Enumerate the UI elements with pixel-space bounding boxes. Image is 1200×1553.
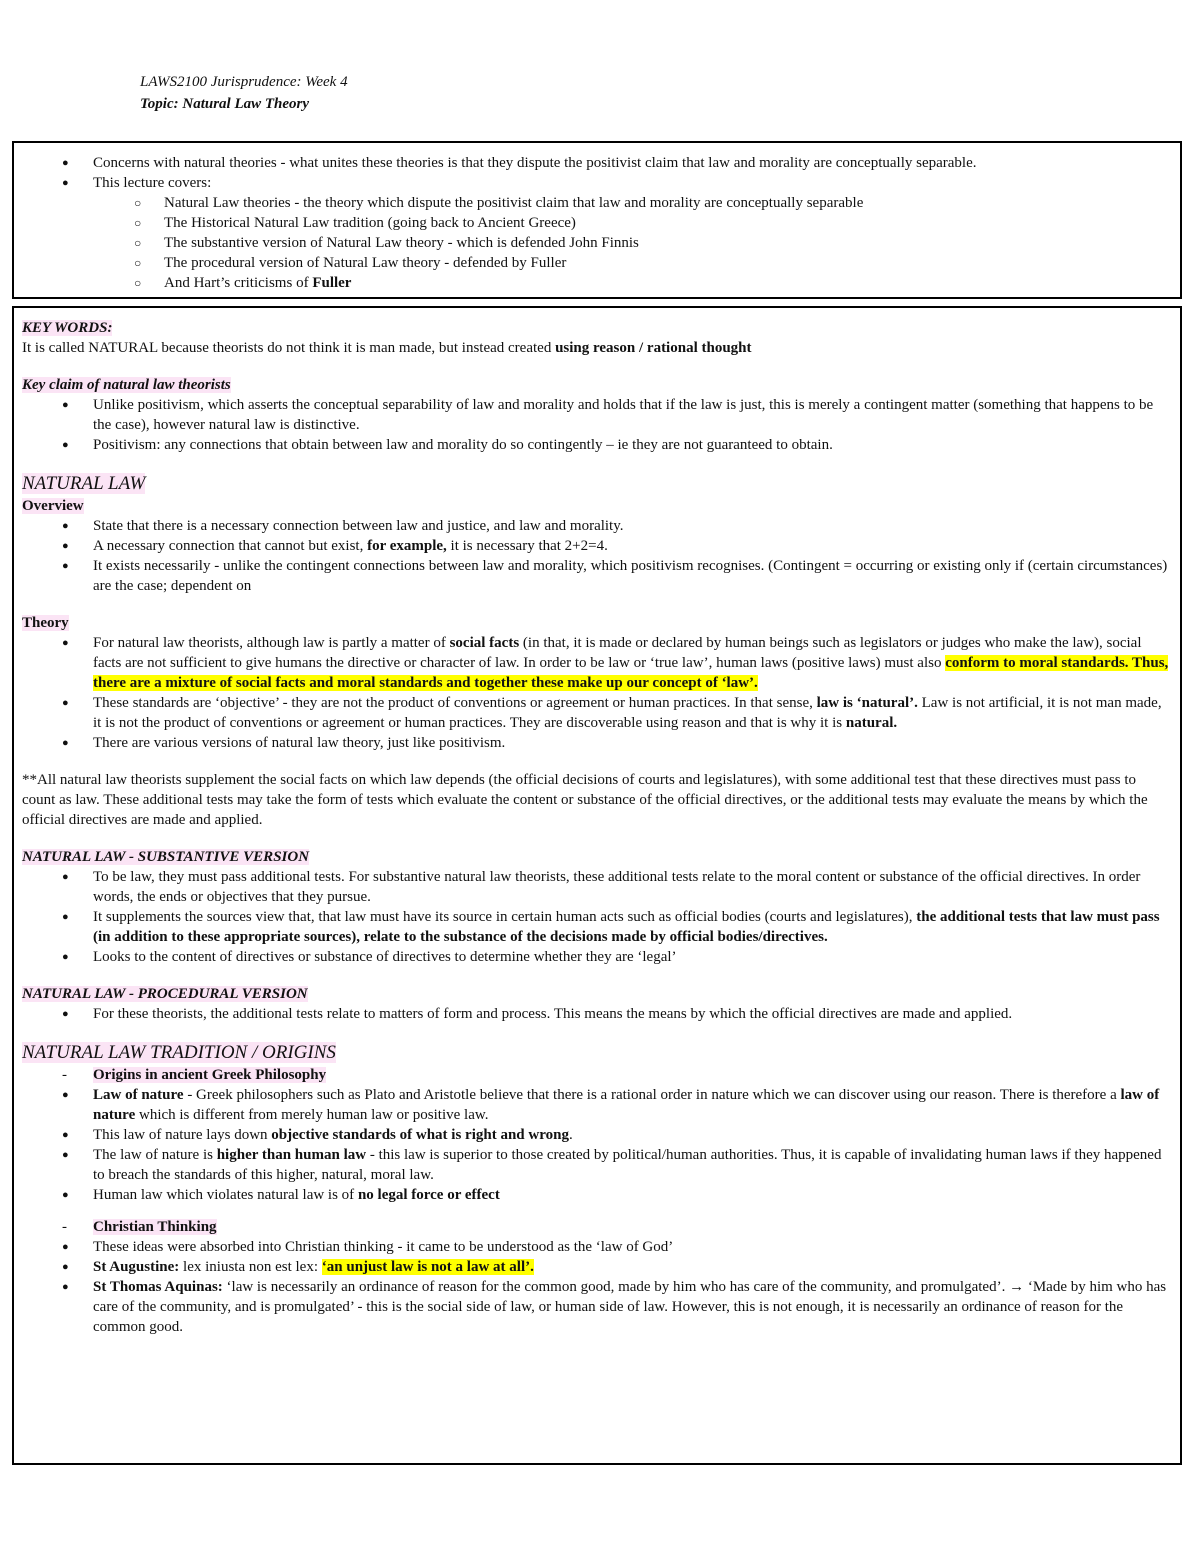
- keywords-text: It is called NATURAL because theorists do not think it is man made, but instead created using reason / rational thought: [22, 340, 752, 356]
- theory-heading: Theory: [22, 615, 69, 631]
- overview-heading: Overview: [22, 498, 84, 514]
- list-item: ● It supplements the sources view that, that law must have its source in certain human acts such as official bodies (courts and legislatures), the additional tests that law must pass (in addition to these appropriate sources), relate to the substance of the decisions made by official bodies/directives.: [22, 907, 1172, 947]
- topic-title: Topic: Natural Law Theory: [140, 96, 310, 112]
- list-item: ● To be law, they must pass additional tests. For substantive natural law theorists, these additional tests relate to the moral content or substance of the official directives. In order words, the ends or objectives that they pursue.: [22, 867, 1172, 907]
- note-paragraph: **All natural law theorists supplement the social facts on which law depends (the official decisions of courts and legislatures), with some additional test that these directives must pass to count as law. These additional tests may take the form of tests which evaluate the content or substance of the official directives, or the additional tests may evaluate the means by which the official directives are made and applied.: [22, 772, 1148, 828]
- list-item: ● St Augustine: lex iniusta non est lex: ‘an unjust law is not a law at all’.: [22, 1257, 1172, 1277]
- text: And Hart’s criticisms of: [164, 275, 313, 291]
- highlighted-text: ‘an unjust law is not a law at all’.: [321, 1259, 534, 1275]
- list-item: ● These ideas were absorbed into Christian thinking - it came to be understood as the ‘law of God’: [22, 1237, 1172, 1257]
- overview-list: [22, 516, 1172, 596]
- christian-list: [22, 1217, 1172, 1337]
- section-heading-tradition: NATURAL LAW TRADITION / ORIGINS: [22, 1042, 336, 1063]
- list-item: ● Positivism: any connections that obtain between law and morality do so contingently – ie they are not guaranteed to obtain.: [22, 435, 1172, 455]
- substantive-list: [22, 867, 1172, 967]
- section-heading-procedural: NATURAL LAW - PROCEDURAL VERSION: [22, 986, 308, 1002]
- list-item: [22, 273, 1172, 293]
- keywords-heading: KEY WORDS:: [22, 320, 113, 336]
- list-item: ● Unlike positivism, which asserts the conceptual separability of law and morality and holds that if the law is just, this is merely a contingent matter (something that happens to be the case), however natural law is distinctive.: [22, 395, 1172, 435]
- list-item: ○ The procedural version of Natural Law theory - defended by Fuller: [22, 253, 1172, 273]
- list-item: ● State that there is a necessary connection between law and justice, and law and morality.: [22, 516, 1172, 536]
- intro-box: [12, 141, 1182, 299]
- list-item: ● The law of nature is higher than human law - this law is superior to those created by political/human authorities. Thus, it is capable of invalidating human laws if they happened to breach the standards of this higher, natural, moral law.: [22, 1145, 1172, 1185]
- bold-text: Fuller: [312, 275, 352, 291]
- course-title: LAWS2100 Jurisprudence: Week 4: [140, 74, 348, 90]
- list-item: ● A necessary connection that cannot but exist, for example, it is necessary that 2+2=4.: [22, 536, 1172, 556]
- tradition-list: [22, 1065, 1172, 1205]
- list-item: ● Law of nature - Greek philosophers such as Plato and Aristotle believe that there is a rational order in nature which we can discover using our reason. There is therefore a law of nature which is different from merely human law or positive law.: [22, 1085, 1172, 1125]
- document-header: [140, 71, 348, 115]
- procedural-list: [22, 1004, 1172, 1024]
- list-item: ● These standards are ‘objective’ - they are not the product of conventions or agreement or human practices. In that sense, law is ‘natural’. Law is not artificial, it is not man made, it is not the product of conventions or agreement or human practices. They are discoverable using reason and that is why it is natural.: [22, 693, 1172, 733]
- list-item: ● This lecture covers:: [22, 173, 1172, 193]
- list-item: ○ The Historical Natural Law tradition (going back to Ancient Greece): [22, 213, 1172, 233]
- list-item: ● This law of nature lays down objective standards of what is right and wrong.: [22, 1125, 1172, 1145]
- list-item: ○ The substantive version of Natural Law theory - which is defended John Finnis: [22, 233, 1172, 253]
- list-item: ● Concerns with natural theories - what unites these theories is that they dispute the positivist claim that law and morality are conceptually separable.: [22, 153, 1172, 173]
- intro-list: [22, 153, 1172, 293]
- subheading-origins: - Origins in ancient Greek Philosophy: [22, 1065, 1172, 1085]
- list-item: ● For these theorists, the additional tests relate to matters of form and process. This means the means by which the official directives are made and applied.: [22, 1004, 1172, 1024]
- section-heading-substantive: NATURAL LAW - SUBSTANTIVE VERSION: [22, 849, 310, 865]
- list-item: ○ Natural Law theories - the theory which dispute the positivist claim that law and morality are conceptually separable: [22, 193, 1172, 213]
- list-item: ● Looks to the content of directives or substance of directives to determine whether they are ‘legal’: [22, 947, 1172, 967]
- keyclaim-list: [22, 395, 1172, 455]
- list-item: ● Human law which violates natural law is of no legal force or effect: [22, 1185, 1172, 1205]
- theory-list: [22, 633, 1172, 753]
- notes-box: [12, 306, 1182, 1465]
- list-item: ● St Thomas Aquinas: ‘law is necessarily an ordinance of reason for the common good, made by him who has care of the community, and promulgated’. → ‘Made by him who has care of the community, and is promulgated’ - this is the social side of law, or human side of law. However, this is not enough, it is necessarily an ordinance of reason for the common good.: [22, 1277, 1172, 1337]
- highlighted-text: conform to moral standards. Thus, there are a mixture of social facts and moral standards and together these make up our concept of ‘law’.: [93, 655, 1169, 691]
- list-item: ● There are various versions of natural law theory, just like positivism.: [22, 733, 1172, 753]
- section-heading-natural-law: NATURAL LAW: [22, 473, 146, 494]
- subheading-christian: - Christian Thinking: [22, 1217, 1172, 1237]
- list-item: ● It exists necessarily - unlike the contingent connections between law and morality, which positivism recognises. (Contingent = occurring or existing only if (certain circumstances) are the case; dependent on: [22, 556, 1172, 596]
- keyclaim-heading: Key claim of natural law theorists: [22, 377, 231, 393]
- list-item: ● For natural law theorists, although law is partly a matter of social facts (in that, it is made or declared by human beings such as legislators or judges who make the law), social facts are not sufficient to give humans the directive or character of law. In order to be law or ‘true law’, human laws (positive laws) must also conform to moral standards. Thus, there are a mixture of social facts and moral standards and together these make up our concept of ‘law’.: [22, 633, 1172, 693]
